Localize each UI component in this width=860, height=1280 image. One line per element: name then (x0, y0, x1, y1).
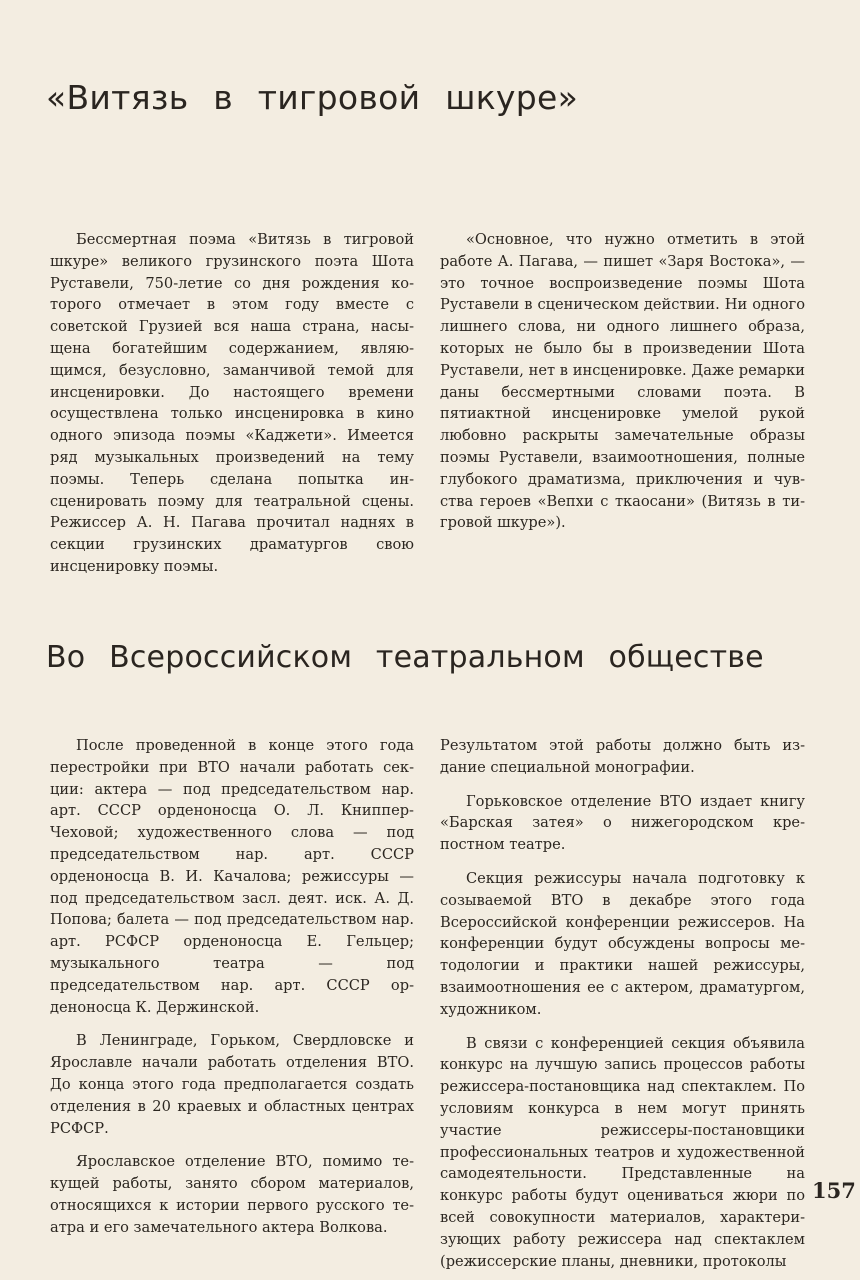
paragraph: Бессмертная поэма «Витязь в тигровой шкуре» великого грузинского поэта Шота Руставели, 750-летие со дня рождения которого отмечает в этом году вместе с советской Грузией вся наша страна, насыщена богатейшим содержанием, являющимся, безусловно, заманчивой темой для инсценировки. До настоящего времени осуществлена только инсценировка в кино одного эпизода поэмы «Каджети». Имеется ряд музыкальных произведений на тему поэмы. Теперь сделана попытка инсценировать поэму для театральной сцены. Режиссер А. Н. Пагава прочитал наднях в секции грузинских драматургов свою инсценировку поэмы. (50, 231, 414, 575)
article1-column-right (440, 229, 805, 534)
article-title-vto: Во Всероссийском театральном обществе (46, 640, 764, 675)
paragraph: Ярославское отделение ВТО, помимо текущей работы, занято сбором материалов, относящихся к истории первого русского театра и его замечательного актера Волкова. (50, 1153, 414, 1236)
paragraph: Секция режиссуры начала подготовку к созываемой ВТО в декабре этого года Всероссийской конференции режиссеров. На конференции будут обсуждены вопросы методологии и практики нашей режиссуры, взаимоотношения ее с актером, драматургом, художником. (440, 869, 805, 1018)
paragraph: Результатом этой работы должно быть издание специальной монографии. (440, 737, 805, 776)
article2-column-left (50, 735, 414, 1239)
page-number: 157 (812, 1178, 856, 1203)
article-title-vityaz: «Витязь в тигровой шкуре» (46, 78, 579, 117)
paragraph: После проведенной в конце этого года перестройки при ВТО начали работать секции: актера — под председательством нар. арт. СССР орденоносца О. Л. Книппер-Чеховой; художественного слова — под председательством нар. арт. СССР орденоносца В. И. Качалова; режиссуры — под председательством засл. деят. иск. А. Д. Попова; балета — под председательством нар. арт. РСФСР орденоносца Е. Гельцер; музыкального театра — под председательством нар. арт. СССР орденоносца К. Держинской. (50, 737, 414, 1016)
paragraph: В связи с конференцией секция объявила конкурс на лучшую запись процессов работы режиссера-постановщика над спектаклем. По условиям конкурса в нем могут принять участие режиссеры-постановщики профессиональных театров и художественной самодеятельности. Представленные на конкурс работы будут оцениваться жюри по всей совокупности материалов, характеризующих работу режиссера над спектаклем (режиссерские планы, дневники, протоколы (440, 1034, 805, 1270)
article2-column-right (440, 735, 805, 1272)
paragraph: В Ленинграде, Горьком, Свердловске и Ярославле начали работать отделения ВТО. До конца этого года предполагается создать отделения в 20 краевых и областных центрах РСФСР. (50, 1032, 414, 1137)
article1-column-left (50, 229, 414, 578)
paragraph: Горьковское отделение ВТО издает книгу «Барская затея» о нижегородском крепостном театре. (440, 792, 805, 854)
paragraph: «Основное, что нужно отметить в этой работе А. Пагава, — пишет «Заря Востока», — это точное воспроизведение поэмы Шота Руставели в сценическом действии. Ни одного лишнего слова, ни одного лишнего образа, которых не было бы в произведении Шота Руставели, нет в инсценировке. Даже ремарки даны бессмертными словами поэта. В пятиактной инсценировке умелой рукой любовно раскрыты замечательные образы поэмы Руставели, взаимоотношения, полные глубокого драматизма, приключения и чувства героев «Вепхи с ткаосани» (Витязь в тигровой шкуре»). (440, 231, 805, 532)
